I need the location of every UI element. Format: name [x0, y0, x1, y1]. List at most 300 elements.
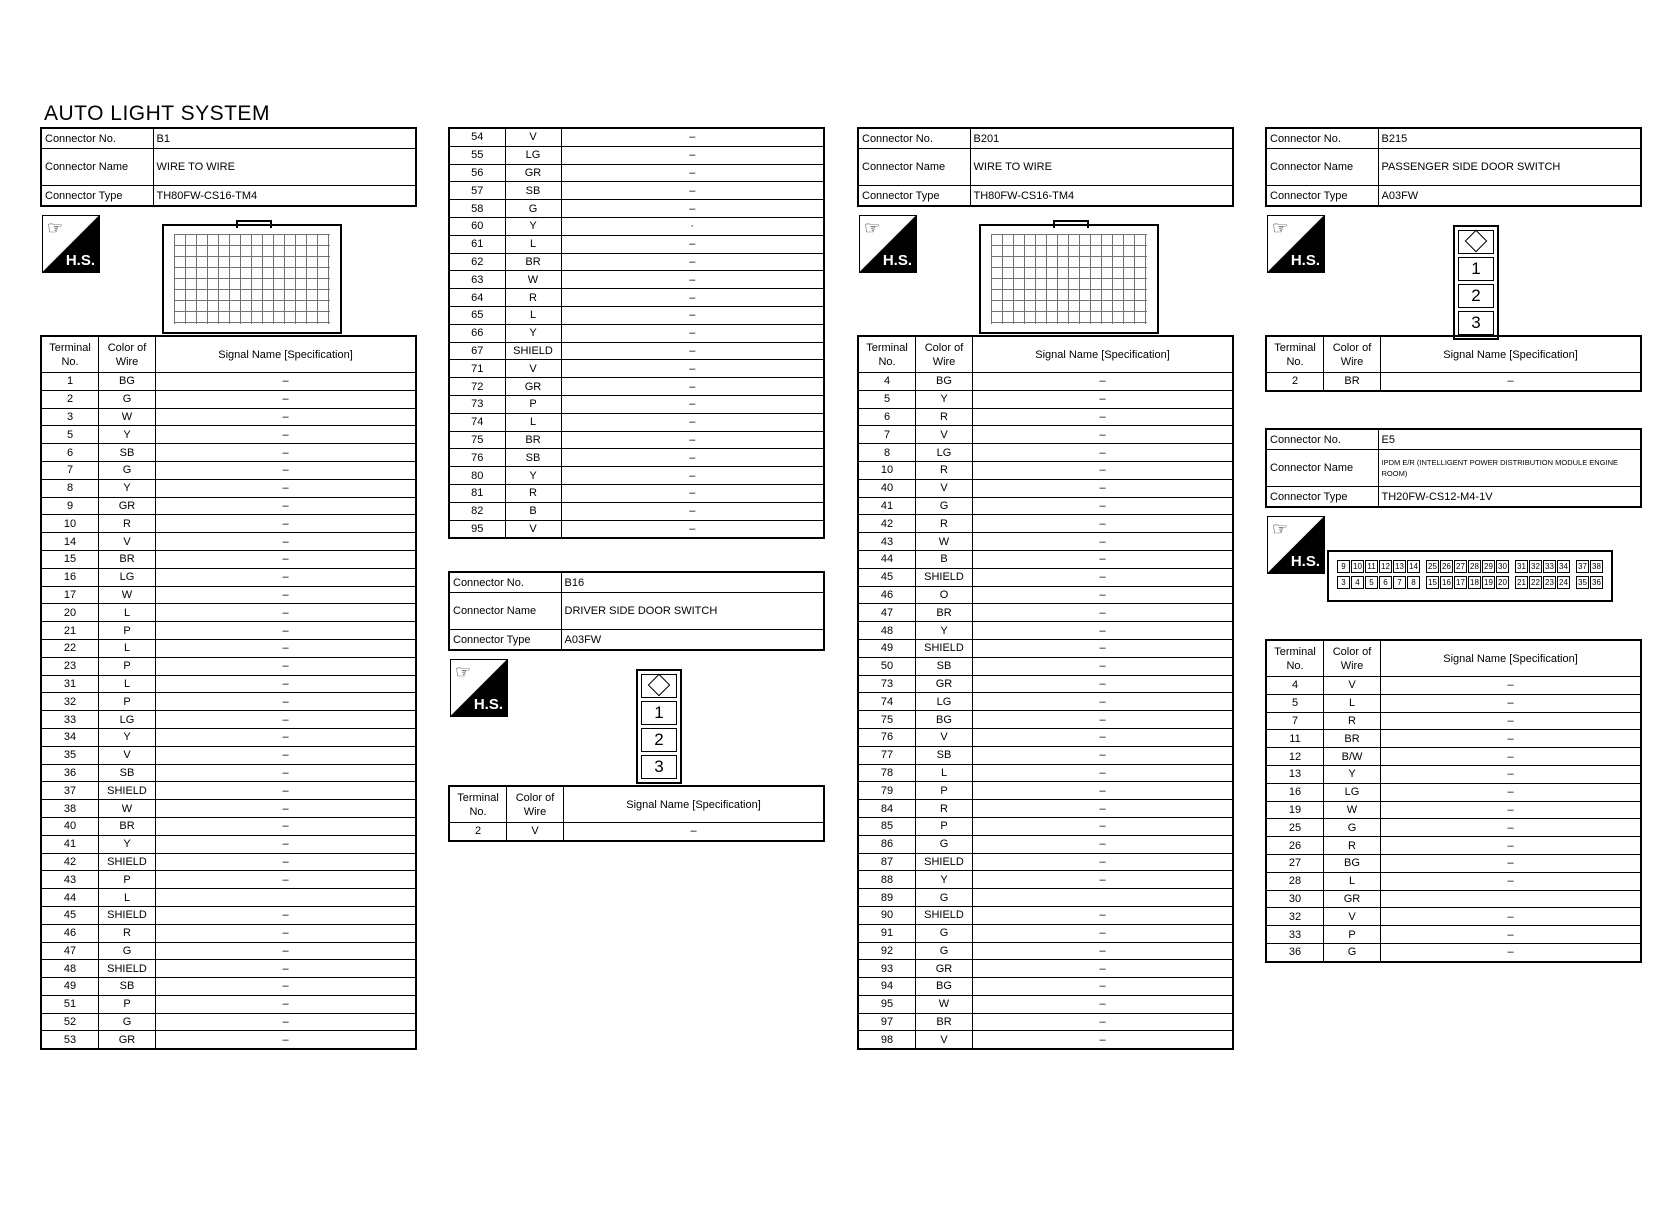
table-row	[449, 235, 824, 253]
wire-color-cell: P	[99, 995, 156, 1013]
table-row	[449, 289, 824, 307]
table-row	[41, 444, 416, 462]
table-row	[1266, 801, 1641, 819]
signal-name-header: Signal Name [Specification]	[1381, 640, 1642, 677]
terminal-table	[1265, 335, 1642, 392]
wire-color-cell: V	[916, 479, 973, 497]
table-row	[449, 449, 824, 467]
signal-name-cell: –	[561, 182, 824, 200]
wire-color-cell: BR	[916, 1013, 973, 1031]
wire-color-cell: BG	[99, 373, 156, 391]
signal-name-cell: –	[973, 782, 1234, 800]
terminal-no-cell: 67	[449, 342, 505, 360]
connector-no-label: Connector No.	[1266, 429, 1378, 450]
table-row	[858, 960, 1233, 978]
terminal-no-cell: 9	[41, 497, 99, 515]
wire-color-cell: V	[1324, 677, 1381, 695]
wire-color-cell: P	[916, 817, 973, 835]
terminal-no-cell: 15	[41, 550, 99, 568]
wire-color-cell: Y	[916, 390, 973, 408]
signal-name-cell: –	[973, 533, 1234, 551]
terminal-no-cell: 21	[41, 622, 99, 640]
terminal-no-cell: 40	[41, 817, 99, 835]
signal-name-cell: –	[973, 817, 1234, 835]
table-row	[41, 978, 416, 996]
signal-name-cell: –	[564, 823, 825, 841]
table-row	[858, 390, 1233, 408]
terminal-no-cell: 13	[1266, 765, 1324, 783]
signal-name-cell: –	[561, 467, 824, 485]
terminal-table	[448, 785, 825, 842]
table-row	[449, 395, 824, 413]
wire-color-cell: W	[99, 800, 156, 818]
signal-name-cell: –	[561, 395, 824, 413]
table-row	[449, 360, 824, 378]
wire-color-cell: BG	[916, 373, 973, 391]
wire-color-cell: W	[99, 586, 156, 604]
signal-name-cell: –	[561, 128, 824, 146]
table-row	[449, 253, 824, 271]
wire-color-cell: Y	[505, 217, 561, 235]
pin-label: 3	[1458, 311, 1494, 335]
wire-color-cell: SHIELD	[99, 782, 156, 800]
terminal-no-cell: 10	[858, 461, 916, 479]
signal-name-cell: –	[973, 568, 1234, 586]
pin-label: 14	[1407, 560, 1420, 573]
table-row	[1266, 730, 1641, 748]
terminal-no-cell: 46	[41, 924, 99, 942]
table-row	[41, 586, 416, 604]
table-row	[1266, 943, 1641, 961]
table-row	[858, 906, 1233, 924]
table-row	[41, 1031, 416, 1049]
table-row	[1266, 748, 1641, 766]
terminal-no-cell: 66	[449, 324, 505, 342]
table-row	[41, 515, 416, 533]
signal-name-cell: –	[1381, 943, 1642, 961]
terminal-no-cell: 46	[858, 586, 916, 604]
signal-name-cell	[1381, 890, 1642, 908]
wire-color-cell: Y	[505, 467, 561, 485]
terminal-no-cell: 71	[449, 360, 505, 378]
pin-label: 12	[1379, 560, 1392, 573]
terminal-no-cell: 2	[41, 390, 99, 408]
wire-color-cell: Y	[99, 426, 156, 444]
connector-type-label: Connector Type	[1266, 487, 1378, 508]
pin-label: 35	[1576, 576, 1589, 589]
table-row	[858, 675, 1233, 693]
pin-label: 25	[1426, 560, 1439, 573]
signal-name-cell: –	[561, 271, 824, 289]
terminal-no-cell: 61	[449, 235, 505, 253]
terminal-no-cell: 51	[41, 995, 99, 1013]
color-of-wire-header: Color of Wire	[507, 786, 564, 823]
terminal-no-cell: 57	[449, 182, 505, 200]
table-row	[858, 693, 1233, 711]
terminal-no-cell: 78	[858, 764, 916, 782]
wire-color-cell: L	[505, 413, 561, 431]
table-row	[858, 782, 1233, 800]
terminal-no-cell: 41	[858, 497, 916, 515]
terminal-table	[40, 335, 417, 1050]
connector-type-label: Connector Type	[449, 630, 561, 651]
table-row	[858, 604, 1233, 622]
table-row	[858, 1013, 1233, 1031]
wire-color-cell: G	[916, 924, 973, 942]
signal-name-cell: –	[1381, 908, 1642, 926]
table-row	[41, 639, 416, 657]
wire-color-cell: W	[916, 533, 973, 551]
terminal-no-cell: 31	[41, 675, 99, 693]
connector-no-value: B215	[1378, 128, 1641, 149]
table-row	[1266, 872, 1641, 890]
signal-name-cell: –	[156, 1013, 417, 1031]
wire-color-cell: SHIELD	[99, 906, 156, 924]
wire-color-cell: SHIELD	[916, 568, 973, 586]
terminal-no-cell: 17	[41, 586, 99, 604]
wire-color-cell: R	[99, 515, 156, 533]
terminal-no-cell: 91	[858, 924, 916, 942]
terminal-table	[857, 335, 1234, 1050]
pin-row-top	[1337, 560, 1604, 573]
connector-name-value: PASSENGER SIDE DOOR SWITCH	[1378, 149, 1641, 186]
harness-side-icon: ☞ H.S.	[1267, 215, 1325, 273]
signal-name-cell: –	[156, 995, 417, 1013]
harness-side-icon: ☞ H.S.	[450, 659, 508, 717]
signal-name-cell: –	[973, 390, 1234, 408]
pin-label: 26	[1440, 560, 1453, 573]
connector-type-label: Connector Type	[858, 186, 970, 207]
pin-label: 31	[1515, 560, 1528, 573]
table-row	[449, 217, 824, 235]
signal-name-cell: –	[1381, 765, 1642, 783]
signal-name-cell: –	[156, 426, 417, 444]
table-row	[858, 1031, 1233, 1049]
wire-color-cell: B	[916, 550, 973, 568]
connector-name-label: Connector Name	[449, 593, 561, 630]
table-row	[41, 728, 416, 746]
table-row	[41, 390, 416, 408]
pin-label: 32	[1529, 560, 1542, 573]
wire-color-cell: BG	[916, 978, 973, 996]
pin-label: 6	[1379, 576, 1392, 589]
table-row	[858, 728, 1233, 746]
wire-color-cell: R	[1324, 837, 1381, 855]
wire-color-cell: SB	[916, 746, 973, 764]
wire-color-cell: L	[1324, 694, 1381, 712]
connector-e5-figure	[1265, 508, 1642, 639]
terminal-no-cell: 6	[41, 444, 99, 462]
terminal-no-cell: 56	[449, 164, 505, 182]
table-row	[449, 502, 824, 520]
wire-color-cell: G	[99, 390, 156, 408]
terminal-no-cell: 30	[1266, 890, 1324, 908]
wire-color-cell: V	[505, 360, 561, 378]
signal-name-cell: –	[1381, 373, 1642, 391]
wire-color-cell: BR	[505, 431, 561, 449]
pin-label: 10	[1351, 560, 1364, 573]
terminal-no-cell: 74	[449, 413, 505, 431]
table-row	[449, 146, 824, 164]
connector-e5-info	[1265, 428, 1642, 508]
signal-name-cell: –	[973, 497, 1234, 515]
pin-label: 19	[1482, 576, 1495, 589]
terminal-no-cell: 55	[449, 146, 505, 164]
wire-color-cell: BG	[916, 711, 973, 729]
wire-color-cell: R	[916, 461, 973, 479]
terminal-no-cell: 88	[858, 871, 916, 889]
wire-color-cell: LG	[505, 146, 561, 164]
terminal-no-cell: 95	[858, 995, 916, 1013]
signal-name-cell: –	[156, 853, 417, 871]
table-row	[1266, 712, 1641, 730]
wire-color-cell: B/W	[1324, 748, 1381, 766]
wire-color-cell: Y	[916, 871, 973, 889]
signal-name-cell: –	[156, 693, 417, 711]
signal-name-cell: –	[156, 835, 417, 853]
connector-b1-face-diagram	[162, 224, 342, 334]
terminal-no-cell: 87	[858, 853, 916, 871]
table-row	[858, 550, 1233, 568]
terminal-no-cell: 7	[41, 461, 99, 479]
terminal-no-cell: 4	[858, 373, 916, 391]
wire-color-cell: SB	[916, 657, 973, 675]
terminal-no-cell: 76	[858, 728, 916, 746]
wire-color-cell: Y	[99, 835, 156, 853]
wire-color-cell: BR	[505, 253, 561, 271]
signal-name-cell: –	[973, 906, 1234, 924]
connector-b16-figure	[448, 651, 825, 785]
connector-b16-face-diagram	[636, 669, 682, 784]
wire-color-cell: SHIELD	[916, 906, 973, 924]
terminal-no-cell: 85	[858, 817, 916, 835]
terminal-no-cell: 58	[449, 200, 505, 218]
table-row	[449, 182, 824, 200]
table-row	[449, 378, 824, 396]
wire-color-cell: Y	[505, 324, 561, 342]
terminal-no-cell: 52	[41, 1013, 99, 1031]
terminal-no-cell: 12	[1266, 748, 1324, 766]
signal-name-cell: –	[156, 978, 417, 996]
pin-label: 15	[1426, 576, 1439, 589]
signal-name-cell: –	[973, 657, 1234, 675]
harness-side-icon: ☞ H.S.	[42, 215, 100, 273]
wire-color-cell: R	[505, 289, 561, 307]
terminal-no-cell: 7	[858, 426, 916, 444]
color-of-wire-header: Color of Wire	[1324, 640, 1381, 677]
table-row	[41, 835, 416, 853]
color-of-wire-header: Color of Wire	[916, 336, 973, 373]
table-row	[858, 444, 1233, 462]
signal-name-cell: –	[156, 461, 417, 479]
wire-color-cell: W	[916, 995, 973, 1013]
terminal-no-cell: 38	[41, 800, 99, 818]
connector-b1-info	[40, 127, 417, 207]
terminal-no-cell: 45	[858, 568, 916, 586]
terminal-no-cell: 32	[41, 693, 99, 711]
signal-name-cell: –	[561, 324, 824, 342]
signal-name-cell: –	[973, 550, 1234, 568]
terminal-no-cell: 44	[858, 550, 916, 568]
table-row	[449, 823, 824, 841]
wire-color-cell: G	[505, 200, 561, 218]
terminal-no-header: Terminal No.	[41, 336, 99, 373]
signal-name-cell: –	[156, 568, 417, 586]
terminal-no-cell: 92	[858, 942, 916, 960]
signal-name-cell: –	[973, 942, 1234, 960]
wire-color-cell: P	[505, 395, 561, 413]
wire-color-cell: P	[1324, 926, 1381, 944]
wire-color-cell: P	[916, 782, 973, 800]
terminal-no-cell: 8	[41, 479, 99, 497]
table-row	[449, 164, 824, 182]
table-row	[858, 373, 1233, 391]
terminal-no-cell: 3	[41, 408, 99, 426]
signal-name-cell: –	[156, 408, 417, 426]
connector-name-label: Connector Name	[41, 149, 153, 186]
signal-name-cell: –	[973, 586, 1234, 604]
signal-name-cell: –	[156, 782, 417, 800]
connector-name-value: IPDM E/R (INTELLIGENT POWER DISTRIBUTION MODULE ENGINE ROOM)	[1378, 450, 1641, 487]
signal-name-cell: –	[156, 622, 417, 640]
terminal-no-cell: 63	[449, 271, 505, 289]
signal-name-cell: –	[973, 924, 1234, 942]
signal-name-cell: –	[561, 306, 824, 324]
connector-name-value: WIRE TO WIRE	[970, 149, 1233, 186]
signal-name-cell: –	[973, 444, 1234, 462]
signal-name-header: Signal Name [Specification]	[156, 336, 417, 373]
terminal-no-cell: 26	[1266, 837, 1324, 855]
connector-no-label: Connector No.	[858, 128, 970, 149]
signal-name-cell: –	[973, 835, 1234, 853]
terminal-no-cell: 75	[858, 711, 916, 729]
terminal-table	[1265, 639, 1642, 963]
pin-label: 3	[1337, 576, 1350, 589]
signal-name-cell: –	[973, 373, 1234, 391]
signal-name-cell: –	[973, 479, 1234, 497]
connector-b215-face-diagram	[1453, 225, 1499, 340]
signal-name-cell	[156, 889, 417, 907]
wire-color-cell: GR	[916, 960, 973, 978]
pin-label: 7	[1393, 576, 1406, 589]
table-row	[41, 889, 416, 907]
terminal-no-cell: 49	[41, 978, 99, 996]
pin-label: 37	[1576, 560, 1589, 573]
wire-color-cell: P	[99, 622, 156, 640]
terminal-no-cell: 73	[858, 675, 916, 693]
terminal-no-cell: 79	[858, 782, 916, 800]
signal-name-cell: –	[561, 449, 824, 467]
signal-name-cell: –	[156, 942, 417, 960]
connector-name-value: DRIVER SIDE DOOR SWITCH	[561, 593, 824, 630]
terminal-no-cell: 82	[449, 502, 505, 520]
table-row	[41, 426, 416, 444]
connector-name-label: Connector Name	[858, 149, 970, 186]
signal-name-cell: –	[973, 978, 1234, 996]
terminal-no-header: Terminal No.	[1266, 336, 1324, 373]
signal-name-cell: ·	[561, 217, 824, 235]
signal-name-cell: –	[973, 800, 1234, 818]
signal-name-cell: –	[973, 764, 1234, 782]
signal-name-cell: –	[1381, 730, 1642, 748]
table-row	[449, 306, 824, 324]
signal-name-cell: –	[1381, 694, 1642, 712]
table-row	[858, 515, 1233, 533]
wire-color-cell: R	[916, 800, 973, 818]
pin-label: 16	[1440, 576, 1453, 589]
pin-label: 27	[1454, 560, 1467, 573]
table-row	[41, 533, 416, 551]
wire-color-cell: G	[916, 889, 973, 907]
terminal-no-cell: 50	[858, 657, 916, 675]
connector-b215-panel	[1265, 127, 1642, 392]
table-row	[858, 746, 1233, 764]
signal-name-cell: –	[1381, 801, 1642, 819]
signal-name-cell: –	[973, 711, 1234, 729]
terminal-no-cell: 45	[41, 906, 99, 924]
table-row	[41, 871, 416, 889]
terminal-no-cell: 65	[449, 306, 505, 324]
pin-label: 28	[1468, 560, 1481, 573]
terminal-no-cell: 94	[858, 978, 916, 996]
wire-color-cell: V	[99, 533, 156, 551]
signal-name-header: Signal Name [Specification]	[1381, 336, 1642, 373]
wire-color-cell: BG	[1324, 854, 1381, 872]
pin-label: 24	[1557, 576, 1570, 589]
harness-side-icon: ☞ H.S.	[1267, 516, 1325, 574]
terminal-no-cell: 98	[858, 1031, 916, 1049]
signal-name-cell: –	[561, 520, 824, 538]
terminal-no-cell: 90	[858, 906, 916, 924]
table-row	[41, 746, 416, 764]
wire-color-cell: W	[99, 408, 156, 426]
signal-name-cell: –	[973, 1031, 1234, 1049]
wire-color-cell: BR	[99, 550, 156, 568]
signal-name-cell: –	[561, 200, 824, 218]
signal-name-cell: –	[156, 711, 417, 729]
connector-type-label: Connector Type	[1266, 186, 1378, 207]
connector-b16-panel	[448, 571, 825, 842]
signal-name-cell: –	[156, 906, 417, 924]
wire-color-cell: BR	[99, 817, 156, 835]
table-row	[41, 408, 416, 426]
table-row	[41, 497, 416, 515]
signal-name-cell: –	[561, 431, 824, 449]
signal-name-cell: –	[156, 604, 417, 622]
wire-color-cell: G	[99, 461, 156, 479]
page-title: AUTO LIGHT SYSTEM	[44, 102, 270, 125]
terminal-no-header: Terminal No.	[858, 336, 916, 373]
table-row	[41, 960, 416, 978]
wire-color-cell: LG	[916, 444, 973, 462]
wire-color-cell: SB	[505, 449, 561, 467]
signal-name-cell: –	[973, 693, 1234, 711]
terminal-no-cell: 42	[41, 853, 99, 871]
color-of-wire-header: Color of Wire	[99, 336, 156, 373]
terminal-no-cell: 5	[1266, 694, 1324, 712]
signal-name-cell: –	[973, 604, 1234, 622]
table-row	[41, 711, 416, 729]
color-of-wire-header: Color of Wire	[1324, 336, 1381, 373]
signal-name-cell: –	[156, 675, 417, 693]
wire-color-cell: R	[1324, 712, 1381, 730]
wire-color-cell: L	[99, 675, 156, 693]
wire-color-cell: GR	[505, 378, 561, 396]
signal-name-cell: –	[156, 373, 417, 391]
signal-name-header: Signal Name [Specification]	[973, 336, 1234, 373]
table-row	[41, 604, 416, 622]
connector-e5-panel	[1265, 428, 1642, 963]
